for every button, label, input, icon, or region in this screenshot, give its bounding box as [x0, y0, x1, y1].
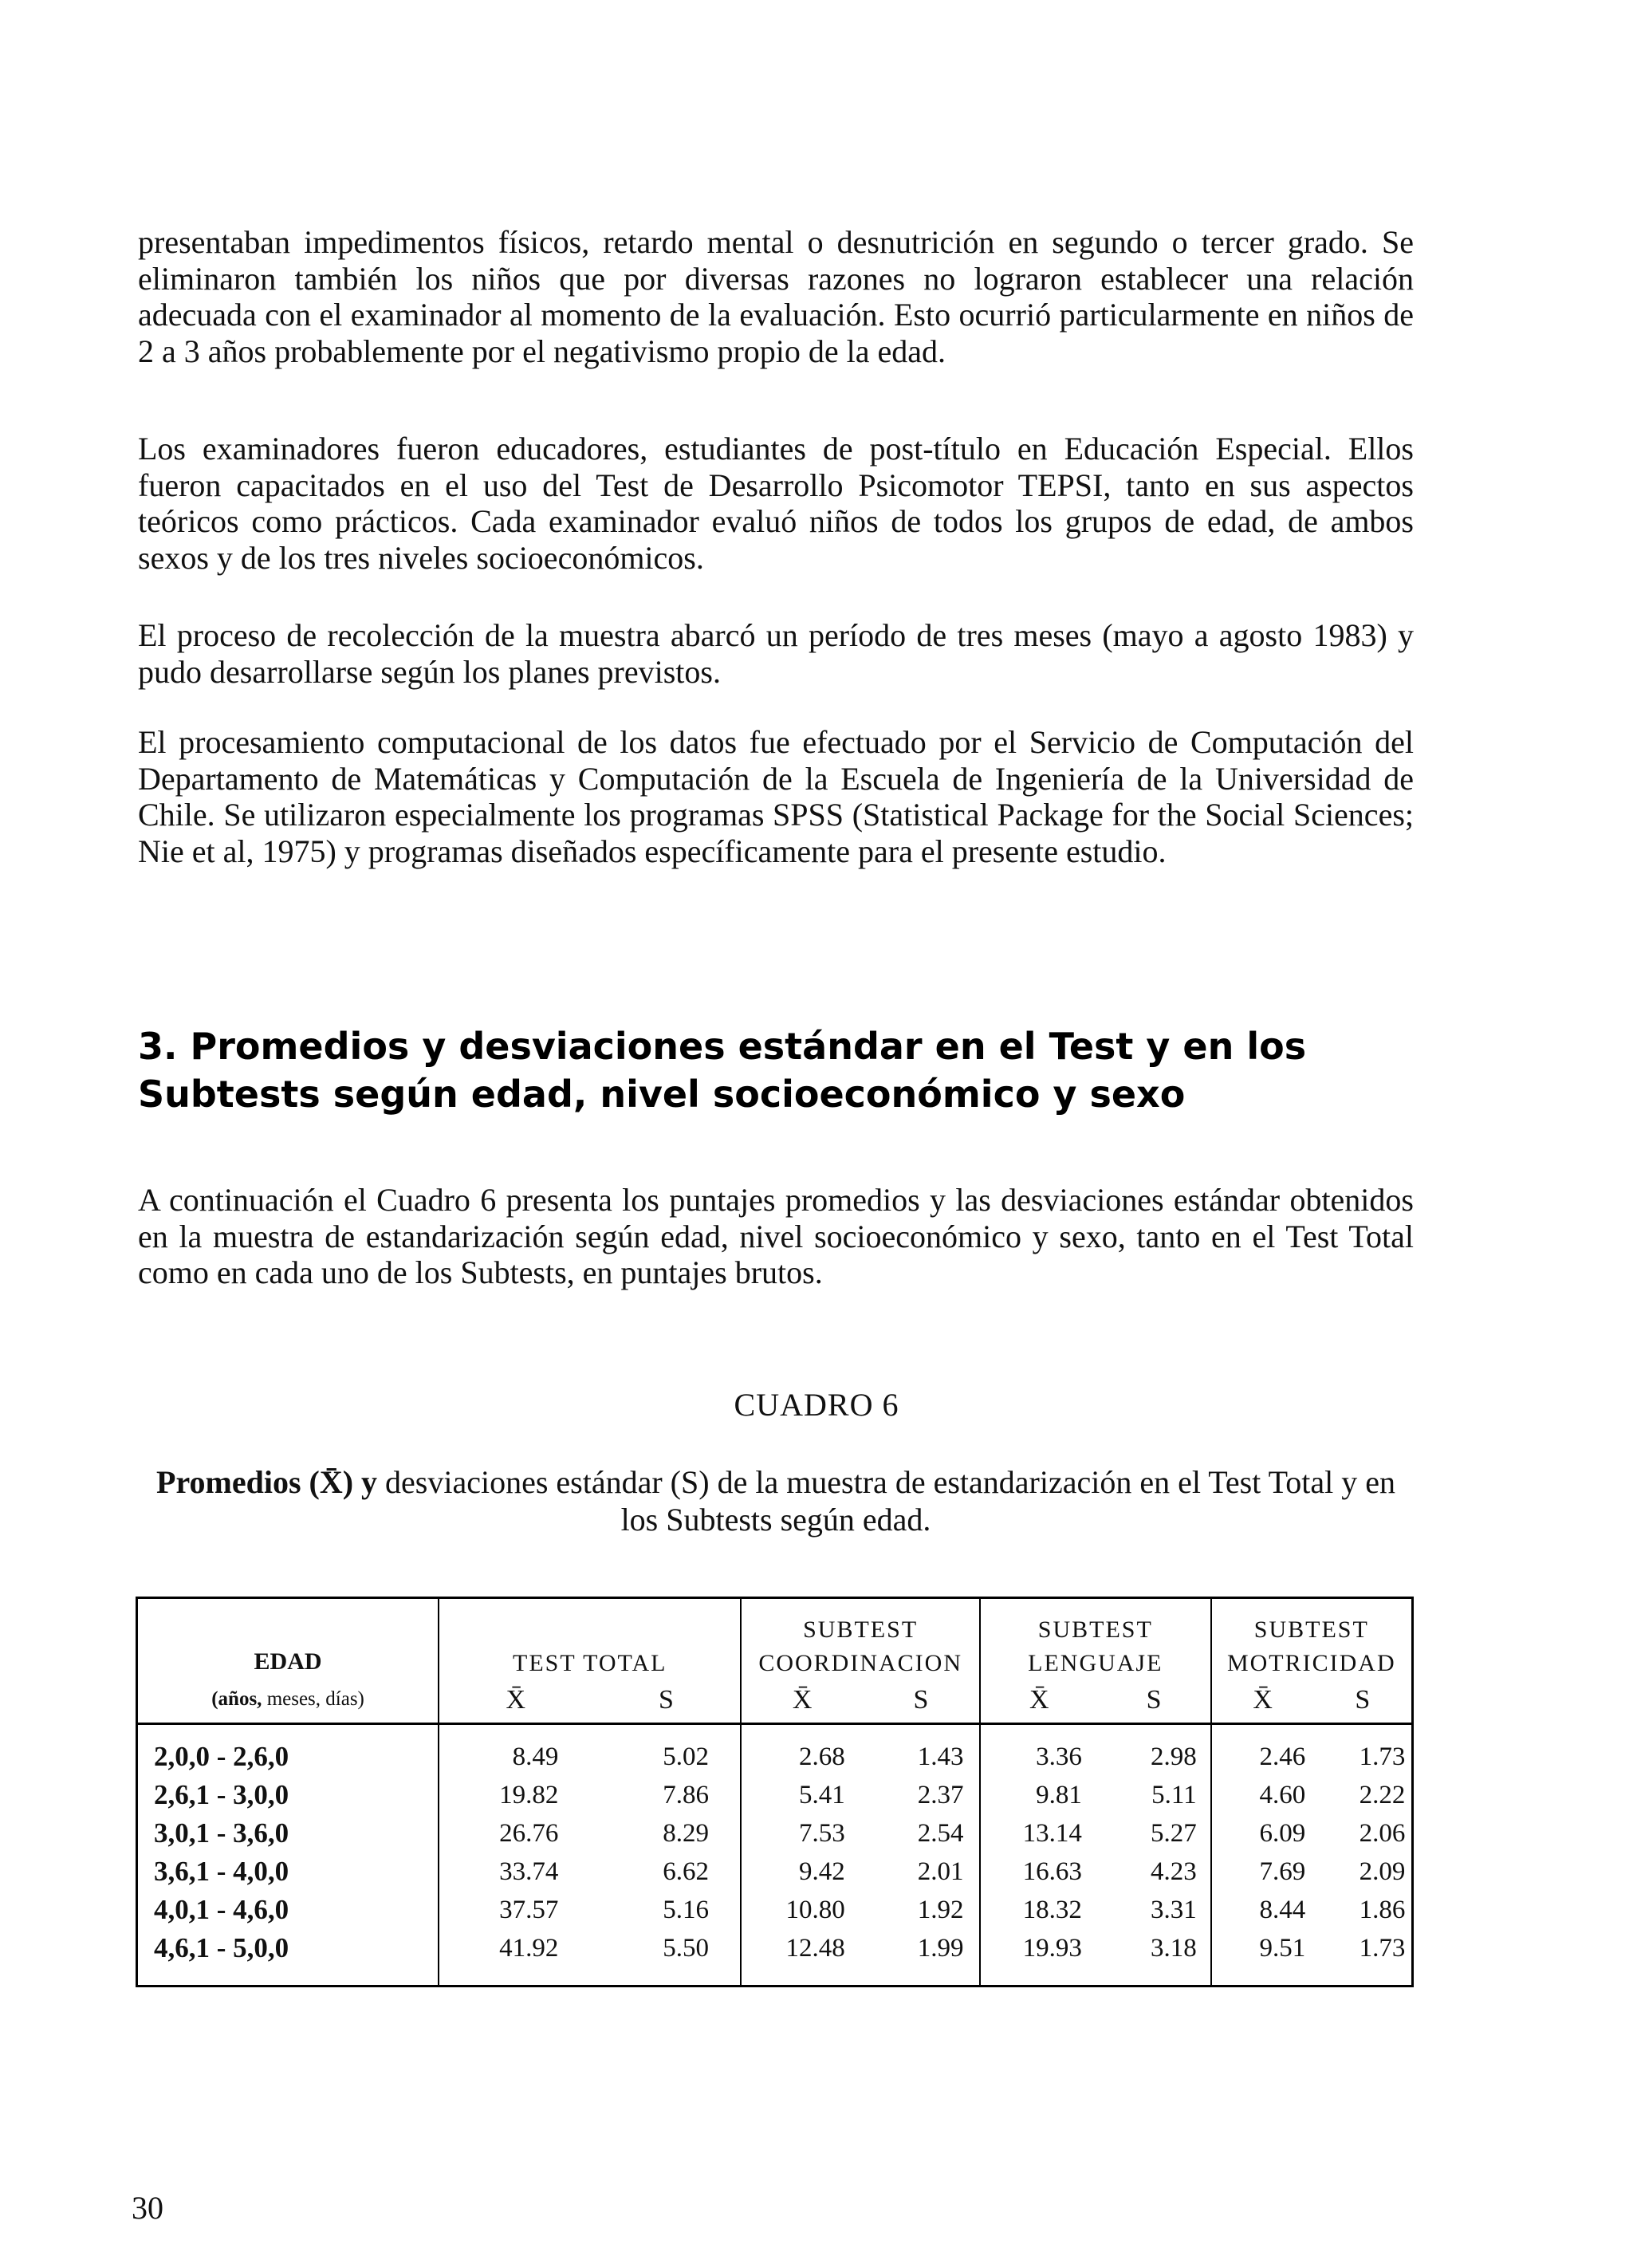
- sd-value: 5.11: [1151, 1781, 1197, 1809]
- mean-value: 12.48: [785, 1934, 845, 1963]
- sd-value: 2.37: [917, 1781, 964, 1809]
- page-number: 30: [132, 2190, 163, 2226]
- group-line2: TEST TOTAL: [513, 1650, 667, 1676]
- sd-value: 1.99: [917, 1934, 964, 1963]
- lenguaje-column: [980, 1724, 1211, 1986]
- sd-value: 6.62: [663, 1857, 710, 1886]
- value-pair: [742, 1929, 979, 1967]
- sd-symbol: S: [1355, 1685, 1371, 1715]
- group-line2: LENGUAJE: [1028, 1650, 1163, 1676]
- sd-value: 2.22: [1359, 1781, 1406, 1809]
- value-pair: [742, 1738, 979, 1776]
- value-pair: [1212, 1853, 1411, 1891]
- section-intro: A continuación el Cuadro 6 presenta los puntajes promedios y las desviaciones estándar obtenidos en la muestra de estandarización según edad, nivel socioeconómico y sexo, tanto en el Test Total como en cada uno de los Subtests, en puntajes brutos.: [138, 1182, 1414, 1290]
- value-pair: [439, 1738, 740, 1776]
- mean-value: 18.32: [1022, 1896, 1082, 1924]
- header-group-test-total: [439, 1598, 741, 1724]
- paragraph-2: Los examinadores fueron educadores, estudiantes de post-título en Educación Especial. Ellos fueron capacitados en el uso del Test de Desarrollo Psicomotor TEPSI, tanto en sus aspectos teóricos como prácticos. Cada examinador evaluó niños de todos los grupos de edad, de ambos sexos y de los tres niveles socioeconómicos.: [138, 431, 1414, 576]
- value-pair: [981, 1776, 1210, 1814]
- sd-value: 1.73: [1359, 1934, 1406, 1963]
- mean-value: 26.76: [499, 1819, 559, 1848]
- mean-value: 3.36: [1036, 1742, 1082, 1771]
- sd-value: 5.02: [663, 1742, 710, 1771]
- sd-value: 2.98: [1150, 1742, 1197, 1771]
- data-table: [136, 1597, 1414, 1987]
- sd-value: 3.31: [1150, 1896, 1197, 1924]
- mean-value: 5.41: [798, 1781, 845, 1809]
- group-line1: SUBTEST: [1253, 1616, 1369, 1643]
- sd-value: 5.27: [1150, 1819, 1197, 1848]
- header-group-lenguaje: [980, 1598, 1211, 1724]
- sd-value: 7.86: [663, 1781, 710, 1809]
- value-pair: [1212, 1929, 1411, 1967]
- paragraph-3: El proceso de recolección de la muestra abarcó un período de tres meses (mayo a agosto 1983) y pudo desarrollarse según los planes previstos.: [138, 617, 1414, 690]
- mean-value: 33.74: [499, 1857, 559, 1886]
- value-pair: [1212, 1738, 1411, 1776]
- value-pair: [439, 1929, 740, 1967]
- sd-value: 2.09: [1359, 1857, 1406, 1886]
- mean-value: 10.80: [785, 1896, 845, 1924]
- mean-value: 7.69: [1259, 1857, 1306, 1886]
- edad-label: EDAD: [254, 1648, 322, 1675]
- sd-symbol: S: [1146, 1685, 1162, 1715]
- age-cell: 4,0,1 - 4,6,0: [154, 1894, 289, 1925]
- mean-value: 41.92: [499, 1934, 559, 1963]
- test-total-column: [439, 1724, 741, 1986]
- table-header-row: [137, 1598, 1413, 1724]
- mean-value: 19.93: [1022, 1934, 1082, 1963]
- sd-value: 1.92: [917, 1896, 964, 1924]
- table-caption-bold: Promedios (X̄) y: [156, 1464, 378, 1500]
- sd-value: 1.73: [1359, 1742, 1406, 1771]
- value-pair: [981, 1853, 1210, 1891]
- sd-value: 4.23: [1150, 1857, 1197, 1886]
- sd-value: 1.86: [1359, 1896, 1406, 1924]
- mean-symbol: X̄: [792, 1685, 813, 1715]
- mean-value: 13.14: [1022, 1819, 1082, 1848]
- edad-sublabel-rest: meses, días): [262, 1688, 364, 1710]
- mean-value: 9.81: [1036, 1781, 1082, 1809]
- table-caption: [138, 1463, 1414, 1538]
- mean-value: 7.53: [798, 1819, 845, 1848]
- header-group-coordinacion: [741, 1598, 980, 1724]
- mean-symbol: X̄: [1029, 1685, 1049, 1715]
- value-pair: [1212, 1891, 1411, 1929]
- table-body: [137, 1724, 1413, 1986]
- sd-value: 2.54: [917, 1819, 964, 1848]
- value-pair: [439, 1776, 740, 1814]
- value-pair: [439, 1891, 740, 1929]
- value-pair: [742, 1853, 979, 1891]
- sd-value: 3.18: [1150, 1934, 1197, 1963]
- table-title: CUADRO 6: [734, 1387, 899, 1423]
- group-line2: MOTRICIDAD: [1226, 1650, 1396, 1676]
- mean-value: 16.63: [1022, 1857, 1082, 1886]
- mean-value: 19.82: [499, 1781, 559, 1809]
- table-caption-text: desviaciones estándar (S) de la muestra de estandarización en el Test Total y en los Subtests según edad.: [377, 1464, 1395, 1538]
- group-line2: COORDINACION: [758, 1650, 962, 1676]
- header-group-motricidad: [1211, 1598, 1413, 1724]
- value-pair: [742, 1814, 979, 1853]
- motricidad-column: [1211, 1724, 1413, 1986]
- edad-sublabel: [138, 1688, 438, 1711]
- sd-symbol: S: [658, 1685, 674, 1715]
- value-pair: [981, 1738, 1210, 1776]
- mean-value: 9.42: [798, 1857, 845, 1886]
- value-pair: [981, 1814, 1210, 1853]
- sd-symbol: S: [913, 1685, 929, 1715]
- section-heading: 3. Promedios y desviaciones estándar en el Test y en los Subtests según edad, nivel socioeconómico y sexo: [138, 1025, 1307, 1116]
- paragraph-4: El procesamiento computacional de los datos fue efectuado por el Servicio de Computación del Departamento de Matemáticas y Computación de la Escuela de Ingeniería de la Universidad de Chile. Se utilizaron especialmente los programas SPSS (Statistical Package for the Social Sciences; Nie et al, 1975) y programas diseñados específicamente para el presente estudio.: [138, 724, 1414, 869]
- mean-symbol: X̄: [506, 1685, 526, 1715]
- mean-value: 2.68: [798, 1742, 845, 1771]
- group-line1: SUBTEST: [803, 1616, 919, 1643]
- mean-symbol: X̄: [1253, 1685, 1273, 1715]
- mean-value: 6.09: [1259, 1819, 1306, 1848]
- value-pair: [1212, 1776, 1411, 1814]
- sd-value: 5.50: [663, 1934, 710, 1963]
- sd-value: 5.16: [663, 1896, 710, 1924]
- value-pair: [1212, 1814, 1411, 1853]
- value-pair: [742, 1891, 979, 1929]
- age-cell: 4,6,1 - 5,0,0: [154, 1932, 289, 1963]
- sd-value: 8.29: [663, 1819, 710, 1848]
- age-column: [137, 1724, 439, 1986]
- group-line1: SUBTEST: [1037, 1616, 1153, 1643]
- mean-value: 8.44: [1259, 1896, 1306, 1924]
- age-cell: 2,0,0 - 2,6,0: [154, 1741, 289, 1772]
- sd-value: 2.01: [917, 1857, 964, 1886]
- age-cell: 3,6,1 - 4,0,0: [154, 1856, 289, 1887]
- value-pair: [742, 1776, 979, 1814]
- coordinacion-column: [741, 1724, 980, 1986]
- value-pair: [981, 1929, 1210, 1967]
- value-pair: [439, 1814, 740, 1853]
- edad-sublabel-bold: (años,: [211, 1688, 262, 1710]
- mean-value: 4.60: [1259, 1781, 1306, 1809]
- mean-value: 8.49: [512, 1742, 559, 1771]
- age-cell: 3,0,1 - 3,6,0: [154, 1817, 289, 1849]
- paragraph-1: presentaban impedimentos físicos, retardo mental o desnutrición en segundo o tercer grado. Se eliminaron también los niños que por diversas razones no lograron establecer una relación adecuada con el examinador al momento de la evaluación. Esto ocurrió particularmente en niños de 2 a 3 años probablemente por el negativismo propio de la edad.: [138, 224, 1414, 369]
- value-pair: [439, 1853, 740, 1891]
- mean-value: 37.57: [499, 1896, 559, 1924]
- header-edad: [137, 1598, 439, 1724]
- sd-value: 1.43: [917, 1742, 964, 1771]
- mean-value: 9.51: [1259, 1934, 1306, 1963]
- mean-value: 2.46: [1259, 1742, 1306, 1771]
- sd-value: 2.06: [1359, 1819, 1406, 1848]
- age-cell: 2,6,1 - 3,0,0: [154, 1779, 289, 1810]
- value-pair: [981, 1891, 1210, 1929]
